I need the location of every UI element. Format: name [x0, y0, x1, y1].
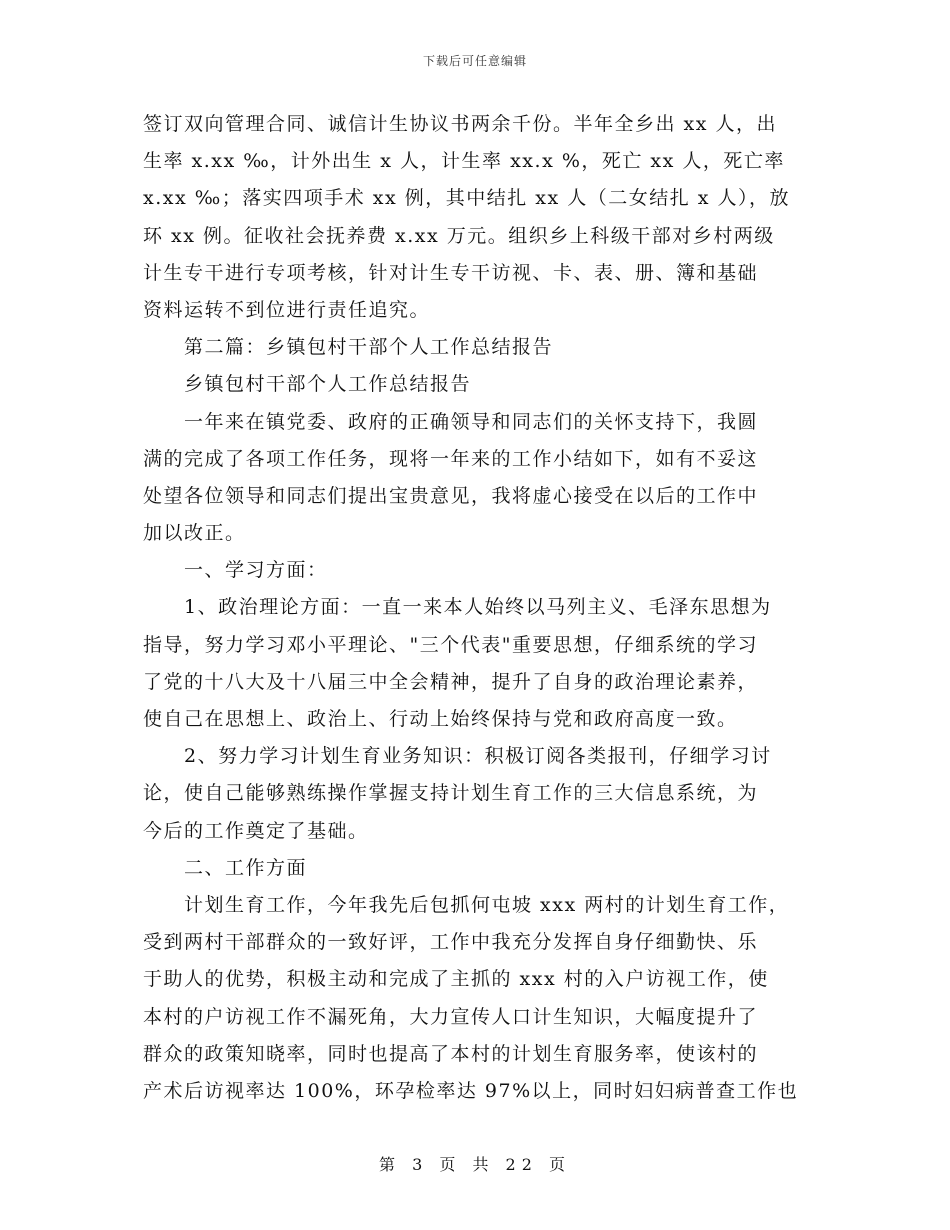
subsection-heading: 二、工作方面	[143, 856, 308, 879]
text-line: 产术后访视率达 100%，环孕检率达 97%以上，同时妇妇病普查工作也	[143, 1079, 799, 1102]
text-line: 满的完成了各项工作任务，现将一年来的工作小结如下，如有不妥这	[143, 447, 759, 470]
text-line: 环 xx 例。征收社会抚养费 x.xx 万元。组织乡上科级干部对乡村两级	[143, 224, 775, 247]
text-line: 于助人的优势，积极主动和完成了主抓的 xxx 村的入户访视工作，使	[143, 968, 769, 991]
page-number-footer: 第 3 页 共 22 页	[379, 1155, 571, 1174]
text-line: 处望各位领导和同志们提出宝贵意见，我将虚心接受在以后的工作中	[143, 484, 759, 507]
subsection-heading: 一、学习方面：	[143, 559, 328, 582]
text-line: 资料运转不到位进行责任追究。	[143, 298, 431, 321]
text-line: 了党的十八大及十八届三中全会精神，提升了自身的政治理论素养，	[143, 670, 759, 693]
section-title: 第二篇：乡镇包村干部个人工作总结报告	[143, 336, 554, 359]
text-line: 1、政治理论方面：一直一来本人始终以马列主义、毛泽东思想为	[143, 596, 772, 619]
text-line: 今后的工作奠定了基础。	[143, 819, 369, 842]
text-line: 生率 x.xx ‰，计外出生 x 人，计生率 xx.x %，死亡 xx 人，死亡率	[143, 150, 785, 173]
text-line: 受到两村干部群众的一致好评，工作中我充分发挥自身仔细勤快、乐	[143, 931, 759, 954]
text-line: 一年来在镇党委、政府的正确领导和同志们的关怀支持下，我圆	[143, 410, 759, 433]
text-line: 计生专干进行专项考核，针对计生专干访视、卡、表、册、簿和基础	[143, 261, 759, 284]
text-line: 本村的户访视工作不漏死角，大力宣传人口计生知识，大幅度提升了	[143, 1005, 759, 1028]
text-line: 2、努力学习计划生育业务知识：积极订阅各类报刊，仔细学习讨	[143, 745, 772, 768]
text-line: 加以改正。	[143, 522, 246, 545]
text-line: x.xx ‰；落实四项手术 xx 例，其中结扎 xx 人（二女结扎 x 人），放	[143, 187, 791, 210]
document-body	[143, 106, 813, 1110]
article-title: 乡镇包村干部个人工作总结报告	[143, 373, 472, 396]
page-header: 下载后可任意编辑	[422, 54, 527, 68]
text-line: 指导，努力学习邓小平理论、"三个代表"重要思想，仔细系统的学习	[143, 633, 758, 656]
text-line: 使自己在思想上、政治上、行动上始终保持与党和政府高度一致。	[143, 708, 738, 730]
text-line: 群众的政策知晓率，同时也提高了本村的计划生育服务率，使该村的	[143, 1042, 759, 1065]
text-line: 签订双向管理合同、诚信计生协议书两余千份。半年全乡出 xx 人，出	[143, 113, 778, 135]
text-line: 计划生育工作，今年我先后包抓何屯坡 xxx 两村的计划生育工作，	[143, 893, 790, 916]
text-line: 论，使自己能够熟练操作掌握支持计划生育工作的三大信息系统，为	[143, 782, 759, 805]
